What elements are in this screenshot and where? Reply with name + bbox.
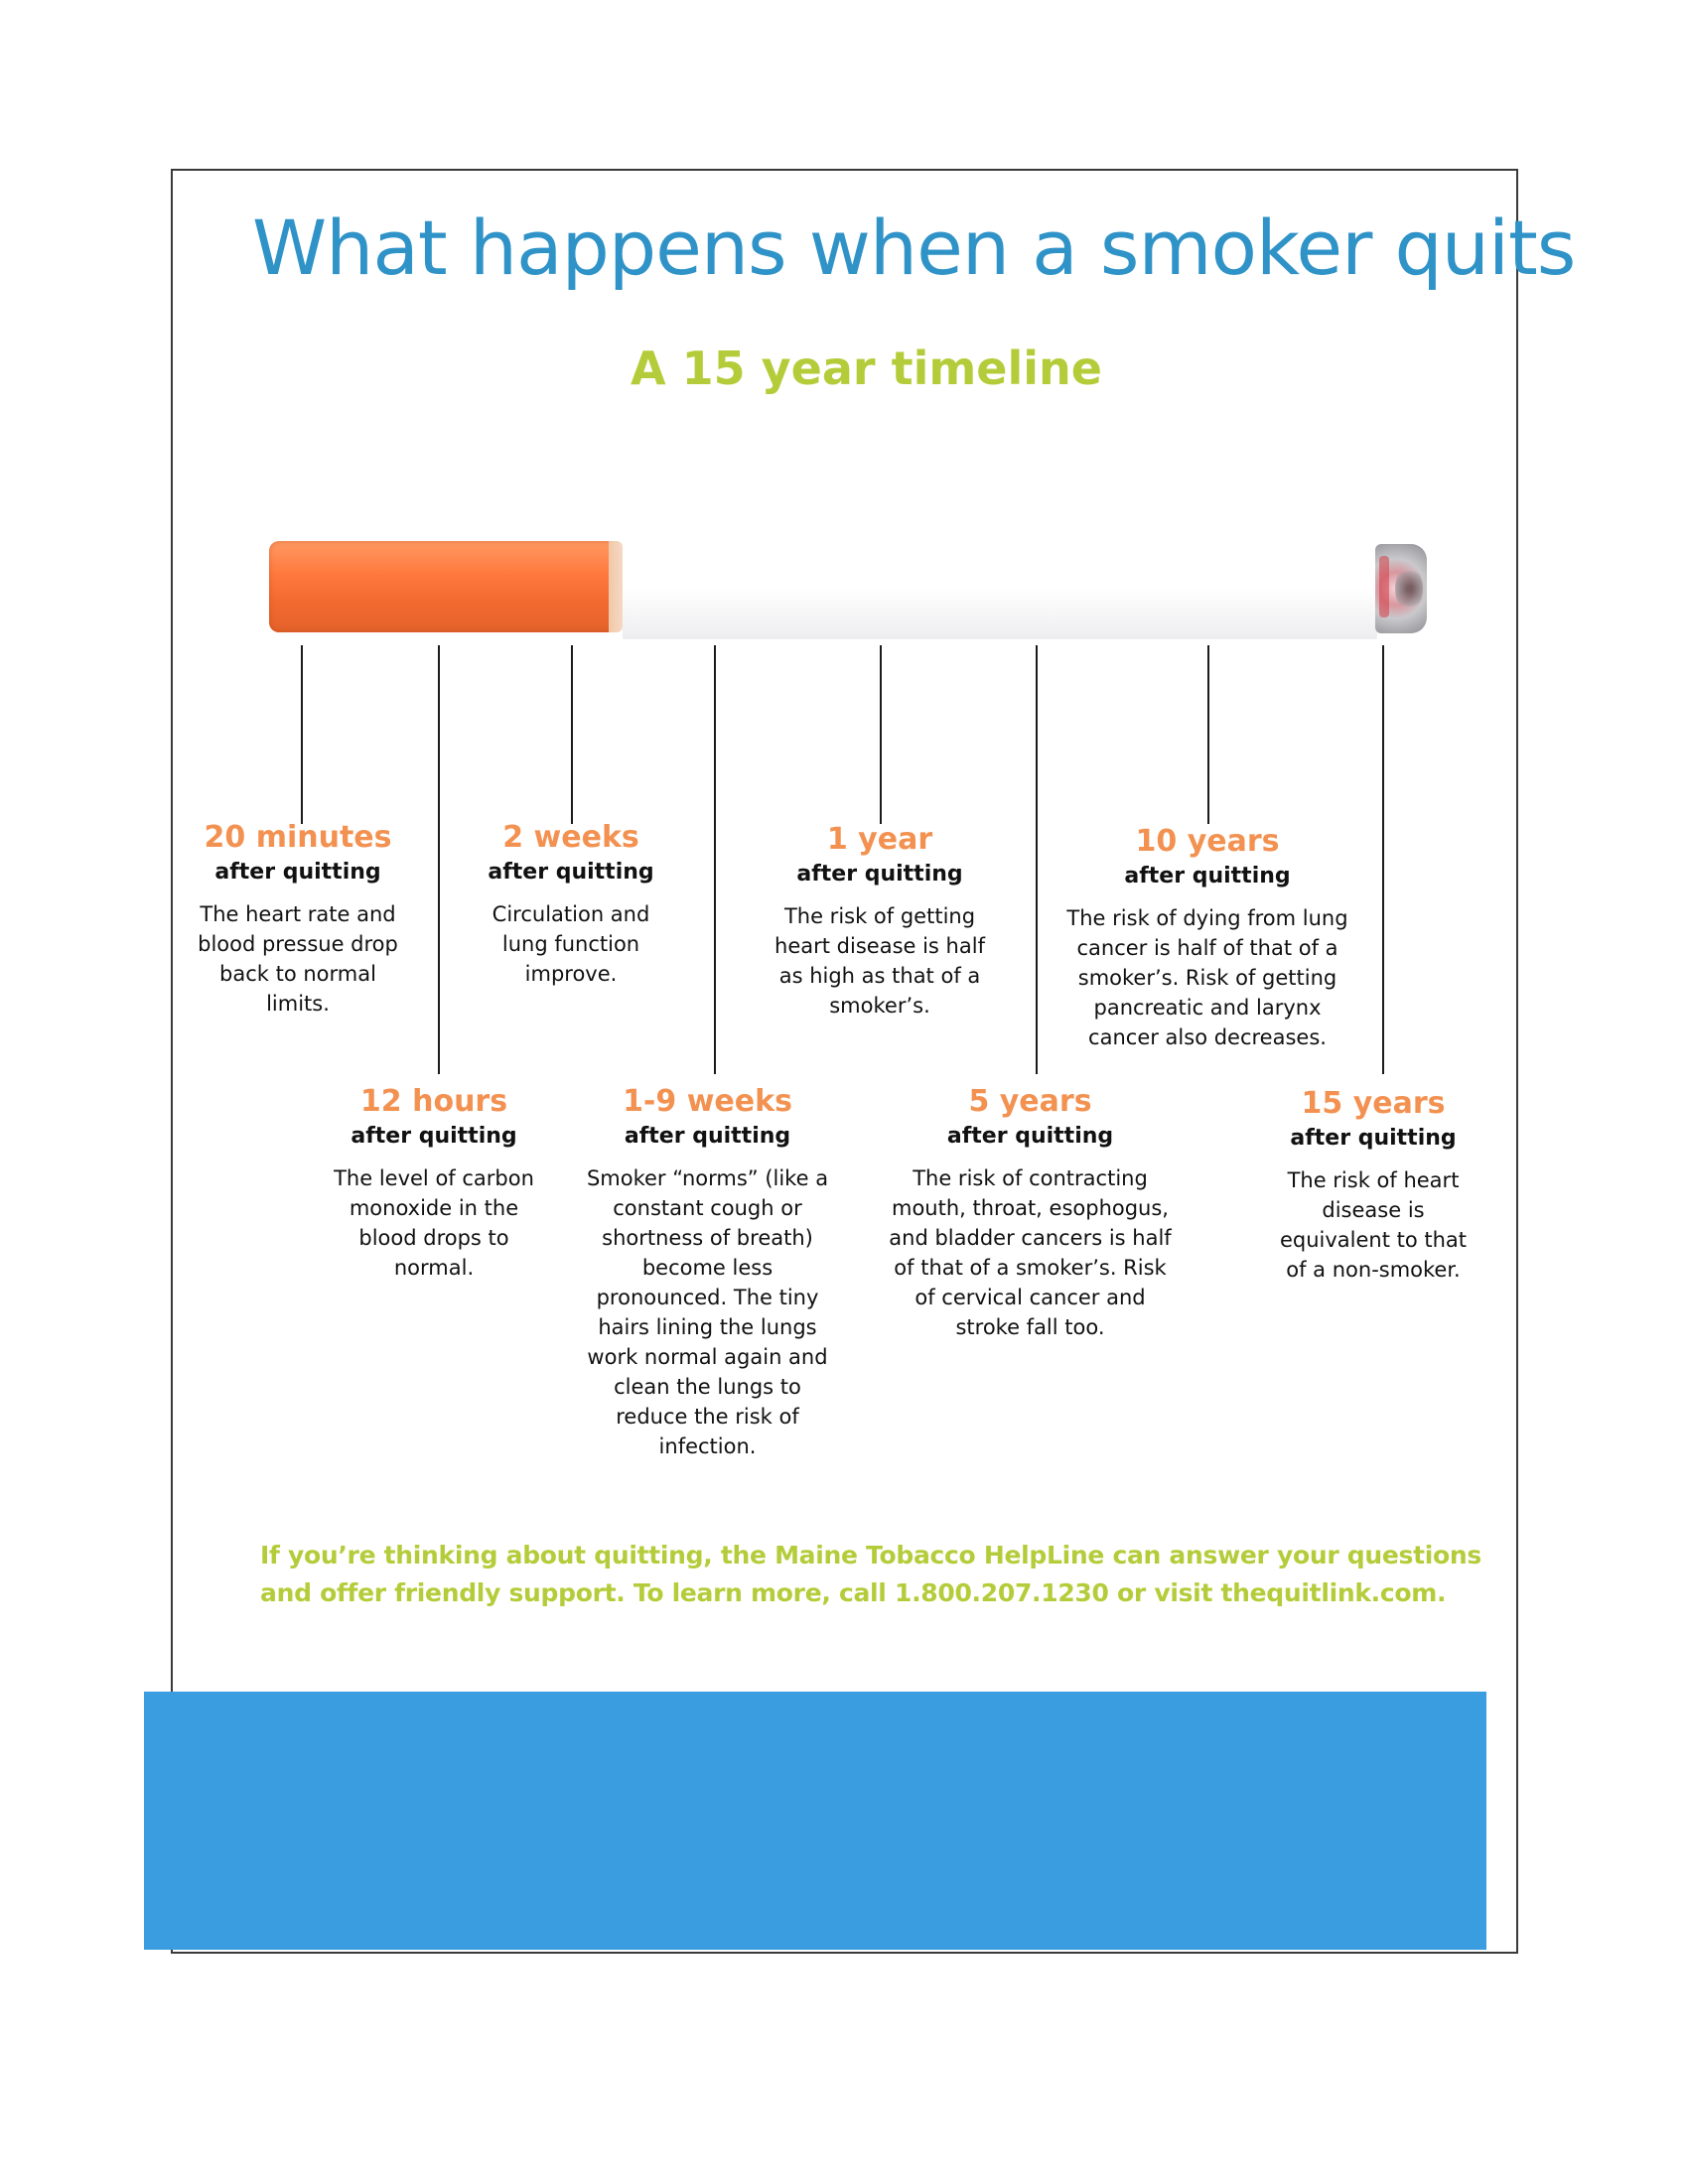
milestone-label: 2 weeks — [502, 820, 639, 855]
milestone-1-year — [761, 820, 999, 1021]
timeline-line-15-years — [1382, 645, 1384, 1074]
milestone-1-9-weeks — [576, 1082, 839, 1461]
footer-line-2: and offer friendly support. To learn more, call 1.800.207.1230 or visit thequitlink.com. — [260, 1578, 1447, 1607]
page-subtitle: A 15 year timeline — [631, 341, 1102, 395]
milestone-desc: The heart rate and blood pressue drop back to normal limits. — [198, 902, 398, 1016]
milestone-label: 15 years — [1301, 1086, 1446, 1121]
milestone-label: 1-9 weeks — [623, 1084, 792, 1119]
milestone-sub: after quitting — [796, 862, 963, 887]
milestone-desc: The risk of heart disease is equivalent to that of a non-smoker. — [1279, 1168, 1468, 1282]
milestone-label: 5 years — [968, 1084, 1092, 1119]
milestone-desc: Circulation and lung function improve. — [492, 902, 650, 986]
milestone-sub: after quitting — [1290, 1126, 1457, 1151]
timeline-line-12-hours — [438, 645, 440, 1074]
milestone-12-hours — [330, 1082, 538, 1283]
milestone-sub: after quitting — [351, 1124, 517, 1149]
timeline-line-2-weeks — [571, 645, 573, 824]
milestone-label: 10 years — [1135, 824, 1280, 859]
milestone-desc: The risk of contracting mouth, throat, esophogus, and bladder cancers is half of that of a smoker’s. Risk of cervical cancer and stroke fall too. — [889, 1166, 1172, 1339]
milestone-5-years — [889, 1082, 1172, 1342]
timeline-line-20-minutes — [301, 645, 303, 824]
milestone-15-years — [1274, 1084, 1473, 1285]
milestone-desc: The level of carbon monoxide in the blood drops to normal. — [334, 1166, 534, 1280]
timeline-line-5-years — [1036, 645, 1038, 1074]
milestone-label: 20 minutes — [204, 820, 392, 855]
milestone-sub: after quitting — [946, 1124, 1114, 1149]
bottom-blue-bar — [144, 1692, 1486, 1950]
milestone-sub: after quitting — [488, 860, 654, 885]
milestone-desc: The risk of dying from lung cancer is half of that of a smoker’s. Risk of getting pancreatic and larynx cancer also decreases. — [1066, 906, 1348, 1049]
milestone-2-weeks — [477, 818, 665, 989]
cigarette-ash — [1375, 544, 1427, 633]
milestone-label: 1 year — [826, 822, 933, 857]
timeline-line-1-year — [880, 645, 882, 824]
timeline-line-10-years — [1207, 645, 1209, 824]
milestone-sub: after quitting — [214, 860, 381, 885]
milestone-20-minutes — [194, 818, 402, 1019]
cigarette-paper — [623, 588, 1377, 639]
milestone-desc: The risk of getting heart disease is half as high as that of a smoker’s. — [774, 904, 985, 1018]
footer-line-1: If you’re thinking about quitting, the Maine Tobacco HelpLine can answer your questions — [260, 1541, 1481, 1570]
flyer-frame — [171, 169, 1576, 1954]
milestone-10-years — [1063, 822, 1351, 1052]
milestone-label: 12 hours — [359, 1084, 508, 1119]
milestone-sub: after quitting — [1124, 864, 1291, 888]
page-title: What happens when a smoker quits — [252, 204, 1576, 292]
cigarette-filter — [269, 541, 623, 632]
timeline-line-1-9-weeks — [714, 645, 716, 1074]
milestone-sub: after quitting — [624, 1124, 791, 1149]
milestone-desc: Smoker “norms” (like a constant cough or shortness of breath) become less pronounced. The tiny hairs lining the lungs work normal again and clean the lungs to reduce the risk of infection. — [586, 1166, 829, 1458]
helpline-footer — [260, 1537, 1481, 1612]
